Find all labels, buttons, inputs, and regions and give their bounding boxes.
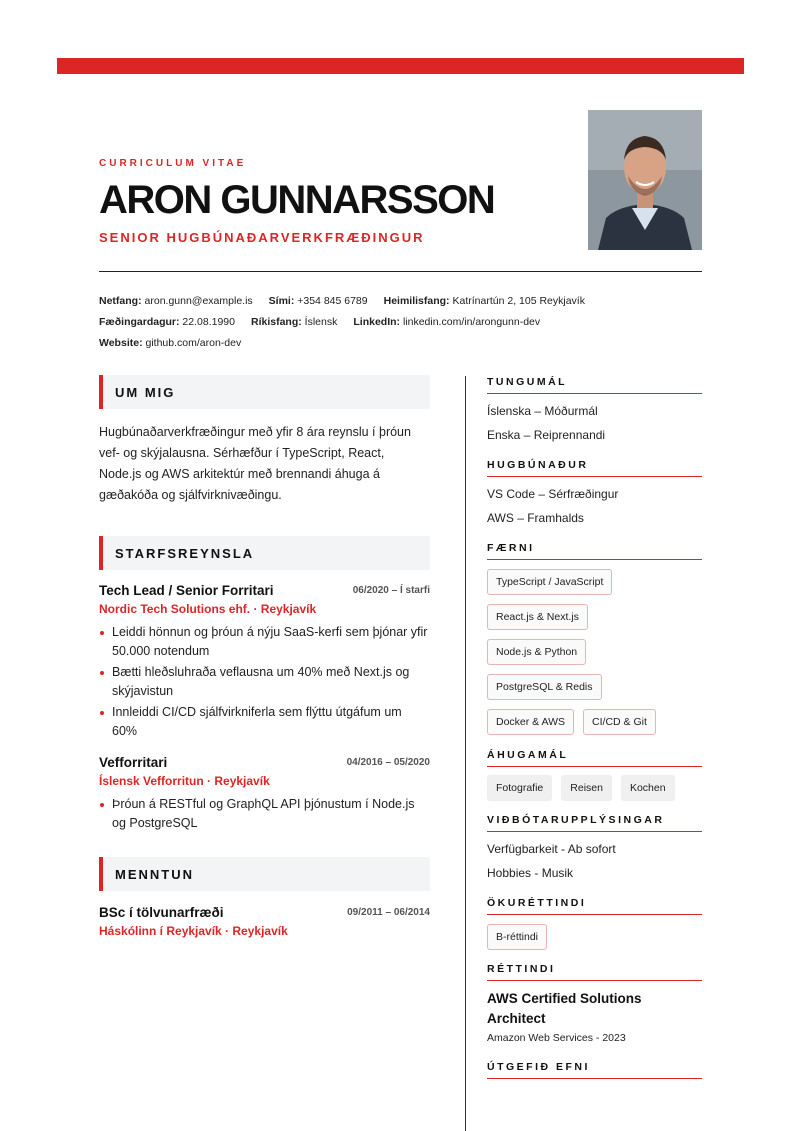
- skill-tag: TypeScript / JavaScript: [487, 569, 612, 595]
- job-entry: [99, 755, 430, 833]
- sidebar-heading-additional: VIÐBÓTARUPPLÝSINGAR: [487, 814, 702, 832]
- job-entry: [99, 583, 430, 741]
- job-company: Íslensk Vefforritun · Reykjavík: [99, 774, 270, 788]
- certification-title: AWS Certified Solutions Architect: [487, 991, 642, 1026]
- header-divider: [99, 271, 702, 272]
- interest-tag: Kochen: [621, 775, 675, 801]
- email-value[interactable]: aron.gunn@example.is: [144, 294, 253, 307]
- contact-citizenship: Ríkisfang: Íslensk: [250, 315, 338, 328]
- contact-address: Heimilisfang: Katrínartún 2, 105 Reykjavík: [383, 294, 585, 307]
- sidebar-heading-software: HUGBÚNAÐUR: [487, 459, 702, 477]
- contact-linkedin: LinkedIn: linkedin.com/in/arongunn-dev: [353, 315, 541, 328]
- job-bullets: [99, 795, 430, 833]
- software-item: AWS – Framhalds: [487, 511, 584, 525]
- contact-row: [99, 290, 709, 311]
- sidebar-heading-driving: ÖKURÉTTINDI: [487, 897, 702, 915]
- contact-row: [99, 332, 709, 353]
- list-item: Leiddi hönnun og þróun á nýju SaaS-kerfi sem þjónar yfir 50.000 notendum: [99, 623, 430, 661]
- language-item: Enska – Reiprennandi: [487, 428, 606, 442]
- sidebar-heading-publications: ÚTGEFIÐ EFNI: [487, 1061, 702, 1079]
- interests-list: [487, 775, 702, 801]
- sidebar-heading-interests: ÁHUGAMÁL: [487, 749, 702, 767]
- education-entry: [99, 905, 430, 938]
- sidebar-heading-certifications: RÉTTINDI: [487, 963, 702, 981]
- phone-value[interactable]: +354 845 6789: [297, 294, 368, 307]
- sidebar-heading-skills: FÆRNI: [487, 542, 702, 560]
- list-item: Þróun á RESTful og GraphQL API þjónustum í Node.js og PostgreSQL: [99, 795, 430, 833]
- job-title: Vefforritari: [99, 755, 168, 770]
- additional-item: Hobbies - Musik: [487, 866, 574, 880]
- contact-email: Netfang: aron.gunn@example.is: [99, 294, 253, 307]
- linkedin-link[interactable]: linkedin.com/in/arongunn-dev: [402, 315, 541, 328]
- job-company: Nordic Tech Solutions ehf. · Reykjavík: [99, 602, 317, 616]
- skill-tag: PostgreSQL & Redis: [487, 674, 602, 700]
- skill-tag: Node.js & Python: [487, 639, 586, 665]
- main-column: [99, 375, 430, 938]
- list-item: Innleiddi CI/CD sjálfvirkniferla sem flýttu útgáfum um 60%: [99, 703, 430, 741]
- sidebar-column: [487, 376, 702, 1079]
- school-name: Háskólinn í Reykjavík · Reykjavík: [99, 924, 288, 938]
- job-title: Tech Lead / Senior Forritari: [99, 583, 274, 598]
- section-heading-about: UM MIG: [99, 375, 430, 409]
- top-accent-bar: [57, 58, 744, 74]
- job-bullets: [99, 623, 430, 741]
- contact-info: [99, 290, 709, 353]
- about-text: Hugbúnaðarverkfræðingur með yfir 8 ára reynslu í þróun vef- og skýjalausna. Sérhæfður í TypeScript, React, Node.js og AWS arkitektúr með brennandi áhuga á gæðakóða og sjálfvirknivæðingu.: [99, 425, 411, 502]
- section-heading-experience: STARFSREYNSLA: [99, 536, 430, 570]
- language-item: Íslenska – Móðurmál: [487, 404, 598, 418]
- degree-title: BSc í tölvunarfræði: [99, 905, 224, 920]
- certification-issuer: Amazon Web Services - 2023: [487, 1032, 626, 1044]
- job-date: 04/2016 – 05/2020: [346, 757, 430, 768]
- education-date: 09/2011 – 06/2014: [347, 907, 430, 918]
- additional-item: Verfügbarkeit - Ab sofort: [487, 842, 616, 856]
- candidate-role: SENIOR HUGBÚNAÐARVERKFRÆÐINGUR: [99, 230, 425, 245]
- contact-phone: Sími: +354 845 6789: [268, 294, 368, 307]
- column-divider: [465, 376, 466, 1131]
- skill-tag: Docker & AWS: [487, 709, 574, 735]
- section-heading-education: MENNTUN: [99, 857, 430, 891]
- interest-tag: Reisen: [561, 775, 612, 801]
- profile-photo: [588, 110, 702, 250]
- skill-tag: CI/CD & Git: [583, 709, 656, 735]
- cv-label: CURRICULUM VITAE: [99, 158, 247, 169]
- list-item: Bætti hleðsluhraða veflausna um 40% með Next.js og skýjavistun: [99, 663, 430, 701]
- software-item: VS Code – Sérfræðingur: [487, 487, 619, 501]
- certification-entry: [487, 989, 702, 1044]
- contact-row: [99, 311, 709, 332]
- candidate-name: ARON GUNNARSSON: [99, 178, 495, 222]
- interest-tag: Fotografie: [487, 775, 552, 801]
- contact-website: Website: github.com/aron-dev: [99, 336, 242, 349]
- driving-license-tag: B-réttindi: [487, 924, 547, 950]
- job-date: 06/2020 – Í starfi: [352, 585, 430, 596]
- skill-tag: React.js & Next.js: [487, 604, 588, 630]
- skills-list: [487, 569, 702, 735]
- website-link[interactable]: github.com/aron-dev: [145, 336, 242, 349]
- contact-birth: Fæðingardagur: 22.08.1990: [99, 315, 235, 328]
- sidebar-heading-languages: TUNGUMÁL: [487, 376, 702, 394]
